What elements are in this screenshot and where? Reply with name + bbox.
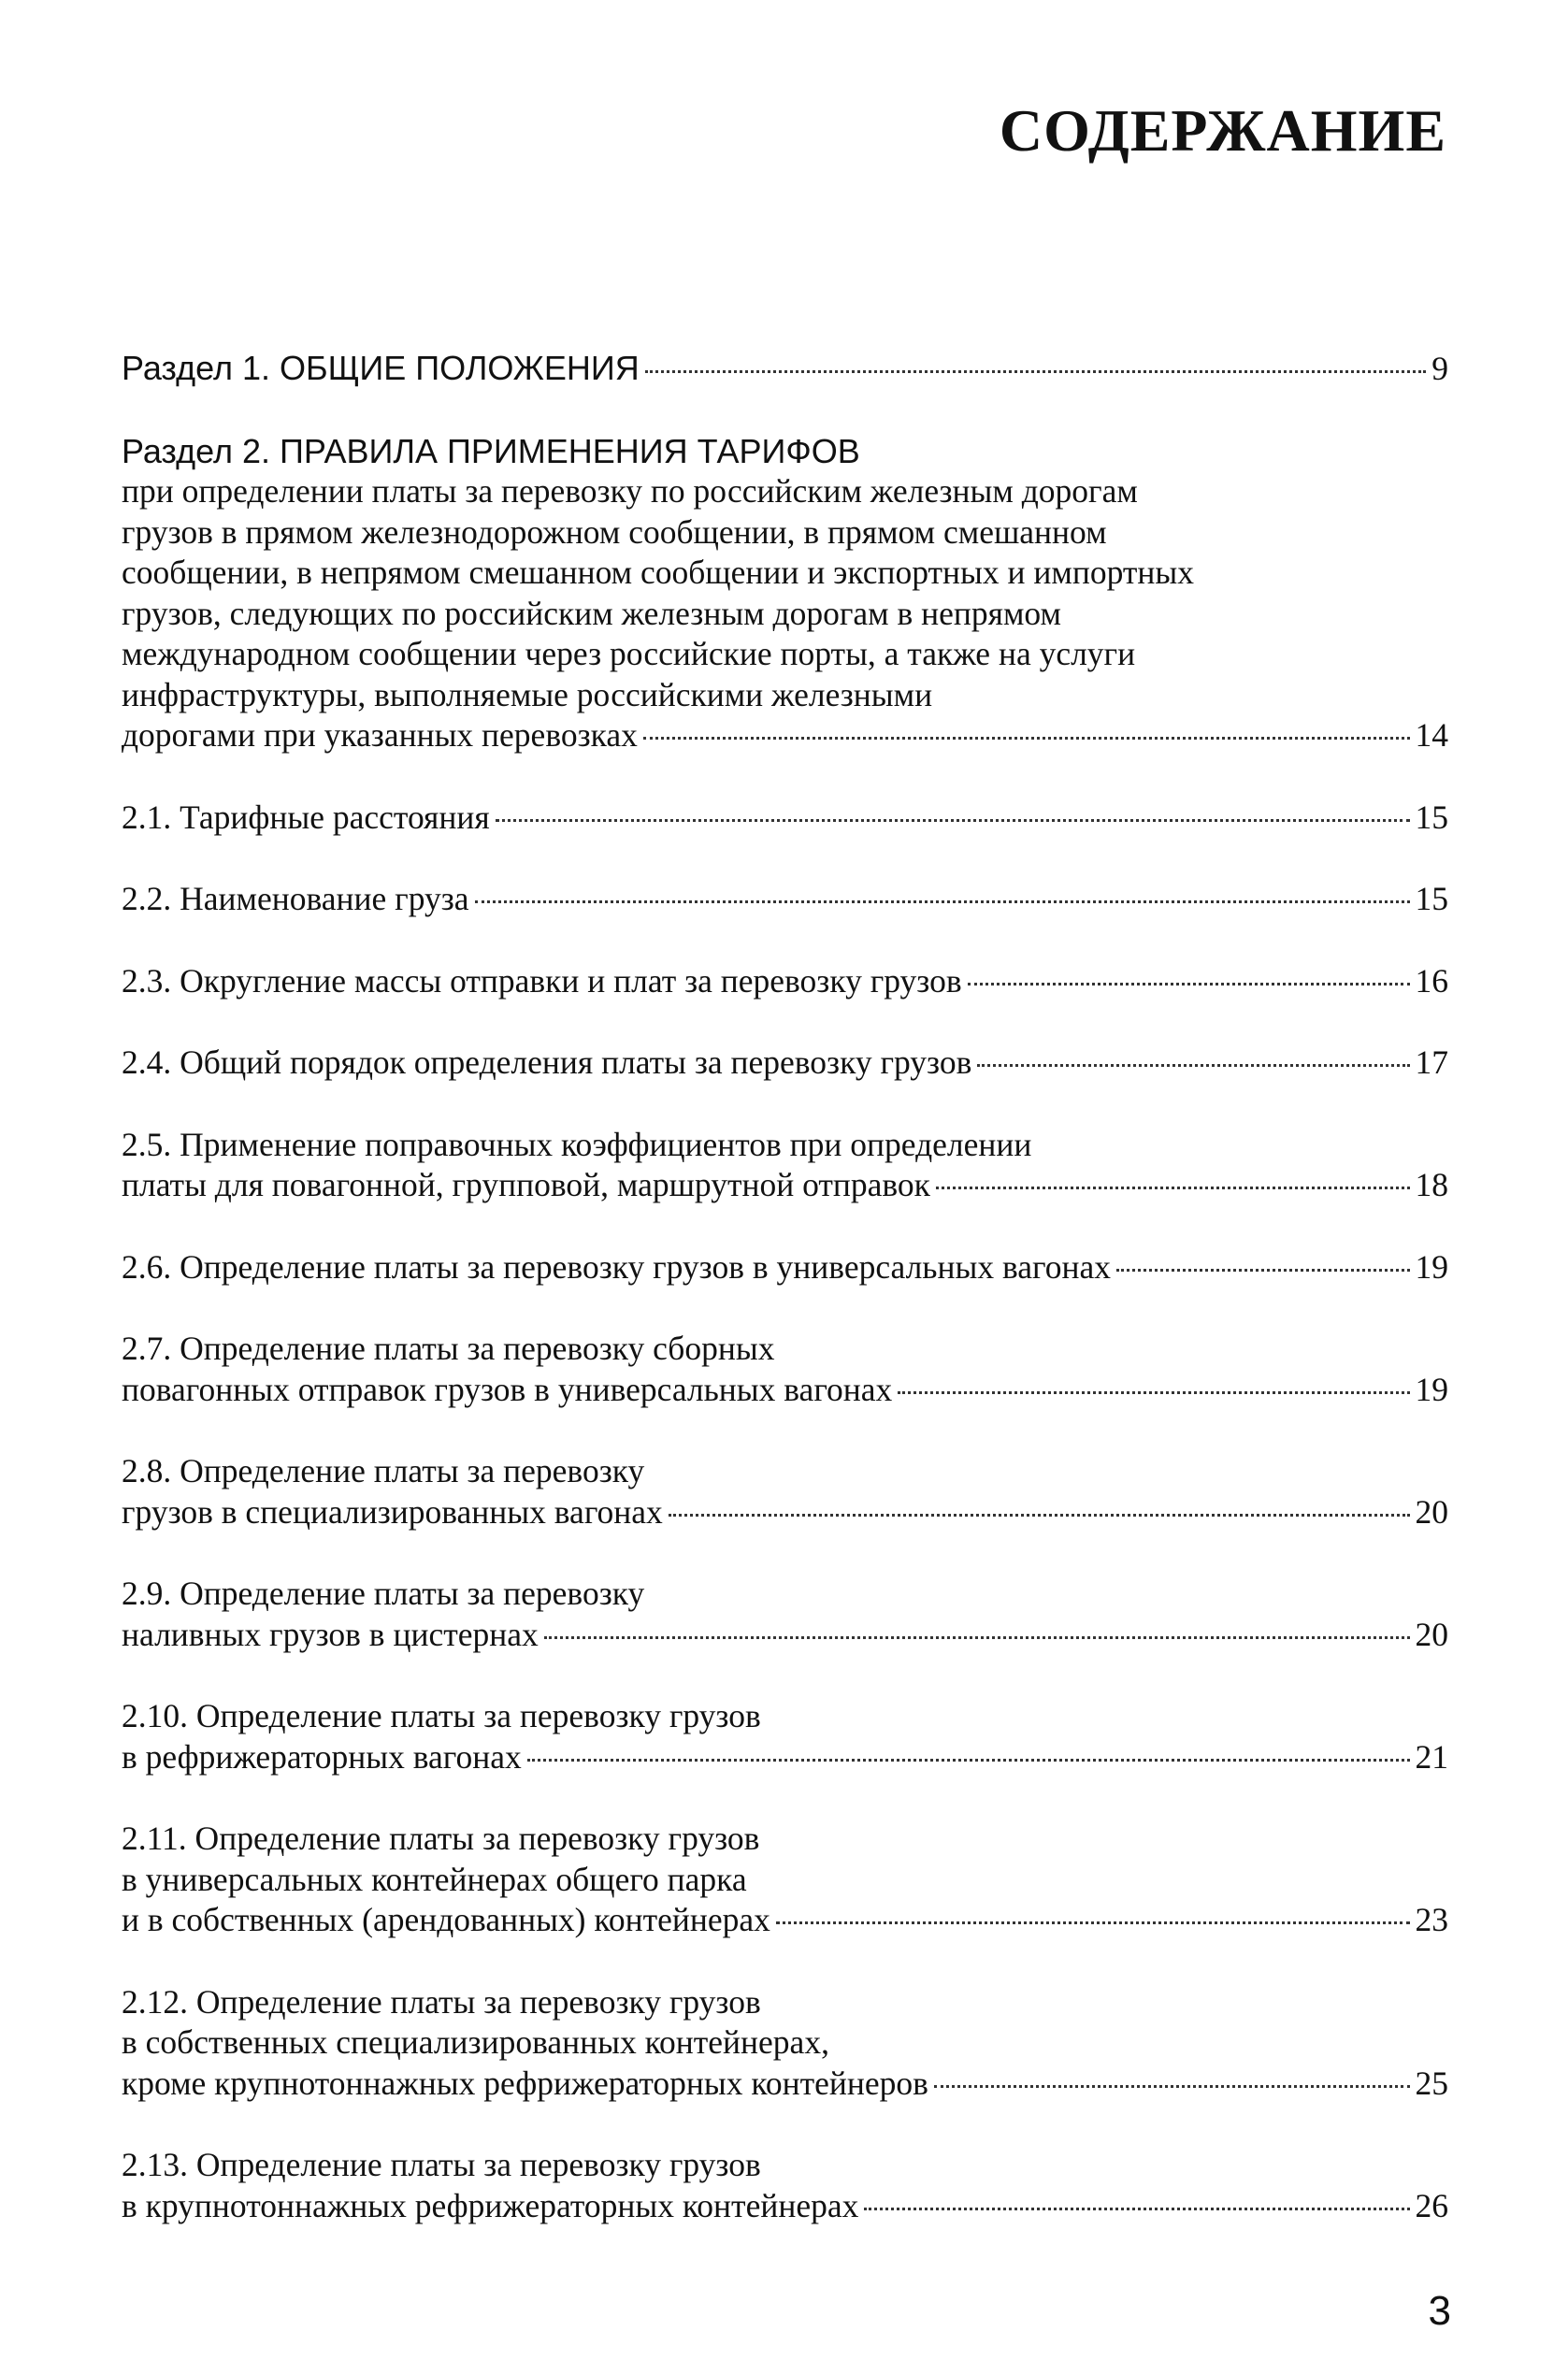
dot-leader bbox=[864, 2208, 1409, 2210]
toc-entry-2-4[interactable] bbox=[122, 1043, 1448, 1084]
toc-entry-title-line: Раздел 2. ПРАВИЛА ПРИМЕНЕНИЯ ТАРИФОВ bbox=[122, 431, 860, 470]
toc-entry-2-8[interactable] bbox=[122, 1451, 1448, 1532]
dot-leader bbox=[936, 1187, 1410, 1189]
toc-entry-title-line: инфраструктуры, выполняемые российскими железными bbox=[122, 675, 933, 713]
toc-entry-title-line: 2.11. Определение платы за перевозку грузов bbox=[122, 1820, 760, 1857]
toc-entry-page: 15 bbox=[1415, 798, 1448, 836]
toc-entry-title: 2.6. Определение платы за перевозку грузов в универсальных вагонах bbox=[122, 1247, 1111, 1286]
toc-entry-page: 19 bbox=[1415, 1370, 1448, 1408]
table-of-contents bbox=[122, 348, 1448, 2226]
toc-entry-title-line: 2.10. Определение платы за перевозку грузов bbox=[122, 1697, 761, 1734]
toc-entry-2-10[interactable] bbox=[122, 1696, 1448, 1777]
toc-entry-page: 19 bbox=[1415, 1247, 1448, 1286]
toc-entry-last-line bbox=[122, 1615, 1448, 1656]
toc-entry-last-line bbox=[122, 1165, 1448, 1206]
toc-entry-last-line bbox=[122, 715, 1448, 756]
toc-entry-2-9[interactable] bbox=[122, 1574, 1448, 1655]
toc-entry-page: 26 bbox=[1415, 2186, 1448, 2224]
dot-leader bbox=[977, 1064, 1409, 1067]
toc-entry-page: 21 bbox=[1415, 1737, 1448, 1776]
dot-leader bbox=[776, 1921, 1410, 1924]
toc-entry-title: 2.3. Округление массы отправки и плат за перевозку грузов bbox=[122, 961, 962, 1000]
toc-entry-title: грузов в специализированных вагонах bbox=[122, 1492, 663, 1531]
toc-entry-title: 2.2. Наименование груза bbox=[122, 880, 469, 917]
toc-entry-last-line bbox=[122, 879, 1448, 920]
toc-entry-last-line bbox=[122, 798, 1448, 839]
toc-entry-title-line: сообщении, в непрямом смешанном сообщении и экспортных и импортных bbox=[122, 554, 1194, 591]
toc-entry-last-line bbox=[122, 1492, 1448, 1533]
dot-leader bbox=[496, 819, 1410, 822]
toc-entry-title-line: в собственных специализированных контейнерах, bbox=[122, 2023, 829, 2061]
toc-entry-title: дорогами при указанных перевозках bbox=[122, 716, 638, 754]
toc-entry-title: 2.1. Тарифные расстояния bbox=[122, 798, 490, 836]
toc-entry-2-5[interactable] bbox=[122, 1125, 1448, 1206]
page-title: СОДЕРЖАНИЕ bbox=[999, 97, 1446, 164]
toc-entry-page: 15 bbox=[1415, 880, 1448, 917]
toc-entry-title-line: 2.13. Определение платы за перевозку грузов bbox=[122, 2146, 761, 2183]
toc-entry-page: 20 bbox=[1415, 1615, 1448, 1653]
toc-entry-title-line: грузов, следующих по российским железным дорогам в непрямом bbox=[122, 594, 1061, 632]
toc-entry-title-line: грузов в прямом железнодорожном сообщении, в прямом смешанном bbox=[122, 512, 1107, 551]
toc-entry-page: 23 bbox=[1415, 1901, 1448, 1938]
dot-leader bbox=[968, 983, 1410, 986]
toc-entry-title-line: при определении платы за перевозку по российским железным дорогам bbox=[122, 472, 1138, 510]
dot-leader bbox=[934, 2085, 1410, 2088]
toc-entry-page: 16 bbox=[1415, 961, 1448, 1000]
toc-entry-2-3[interactable] bbox=[122, 961, 1448, 1002]
toc-entry-2-13[interactable] bbox=[122, 2145, 1448, 2226]
toc-entry-title: кроме крупнотоннажных рефрижераторных контейнеров bbox=[122, 2064, 928, 2102]
toc-entry-last-line bbox=[122, 1900, 1448, 1941]
dot-leader bbox=[645, 370, 1427, 373]
toc-entry-title-line: 2.12. Определение платы за перевозку грузов bbox=[122, 1982, 761, 2021]
page-number: 3 bbox=[1428, 2288, 1451, 2334]
toc-entry-title: платы для повагонной, групповой, маршрутной отправок bbox=[122, 1166, 930, 1203]
toc-entry-last-line bbox=[122, 961, 1448, 1002]
dot-leader bbox=[527, 1759, 1410, 1762]
toc-entry-last-line bbox=[122, 1737, 1448, 1778]
dot-leader bbox=[898, 1391, 1409, 1394]
toc-entry-page: 9 bbox=[1431, 350, 1448, 387]
toc-entry-title-line: 2.9. Определение платы за перевозку bbox=[122, 1575, 645, 1612]
toc-entry-last-line bbox=[122, 1247, 1448, 1288]
dot-leader bbox=[475, 900, 1410, 903]
toc-entry-title-line: 2.8. Определение платы за перевозку bbox=[122, 1452, 645, 1489]
toc-entry-title-line: в универсальных контейнерах общего парка bbox=[122, 1860, 747, 1898]
toc-entry-section-1[interactable] bbox=[122, 348, 1448, 390]
toc-entry-2-11[interactable] bbox=[122, 1819, 1448, 1941]
toc-entry-page: 20 bbox=[1415, 1492, 1448, 1531]
dot-leader bbox=[1116, 1269, 1410, 1272]
toc-entry-title: и в собственных (арендованных) контейнерах bbox=[122, 1901, 770, 1938]
dot-leader bbox=[544, 1636, 1410, 1639]
toc-entry-last-line bbox=[122, 1370, 1448, 1411]
dot-leader bbox=[669, 1514, 1410, 1517]
toc-entry-title: наливных грузов в цистернах bbox=[122, 1615, 539, 1653]
toc-entry-2-12[interactable] bbox=[122, 1982, 1448, 2105]
toc-entry-title: Раздел 1. ОБЩИЕ ПОЛОЖЕНИЯ bbox=[122, 349, 640, 387]
toc-entry-title: в крупнотоннажных рефрижераторных контейнерах bbox=[122, 2186, 859, 2224]
toc-entry-last-line bbox=[122, 2186, 1448, 2227]
toc-entry-2-6[interactable] bbox=[122, 1247, 1448, 1288]
toc-entry-title: 2.4. Общий порядок определения платы за перевозку грузов bbox=[122, 1043, 972, 1081]
toc-entry-title: в рефрижераторных вагонах bbox=[122, 1737, 522, 1776]
toc-entry-title: повагонных отправок грузов в универсальных вагонах bbox=[122, 1370, 893, 1408]
dot-leader bbox=[643, 737, 1410, 740]
toc-entry-section-2[interactable] bbox=[122, 431, 1448, 756]
toc-entry-title-line: 2.7. Определение платы за перевозку сборных bbox=[122, 1330, 775, 1367]
toc-entry-2-7[interactable] bbox=[122, 1329, 1448, 1410]
toc-entry-2-2[interactable] bbox=[122, 879, 1448, 920]
toc-entry-last-line bbox=[122, 1043, 1448, 1084]
toc-entry-last-line bbox=[122, 2064, 1448, 2105]
toc-entry-page: 18 bbox=[1415, 1166, 1448, 1203]
toc-entry-2-1[interactable] bbox=[122, 798, 1448, 839]
toc-entry-title-line: 2.5. Применение поправочных коэффициентов при определении bbox=[122, 1125, 1032, 1163]
toc-entry-page: 17 bbox=[1415, 1043, 1448, 1081]
toc-entry-page: 14 bbox=[1415, 716, 1448, 754]
toc-entry-last-line bbox=[122, 348, 1448, 390]
toc-entry-title-line: международном сообщении через российские порты, а также на услуги bbox=[122, 635, 1136, 672]
toc-entry-page: 25 bbox=[1415, 2064, 1448, 2102]
